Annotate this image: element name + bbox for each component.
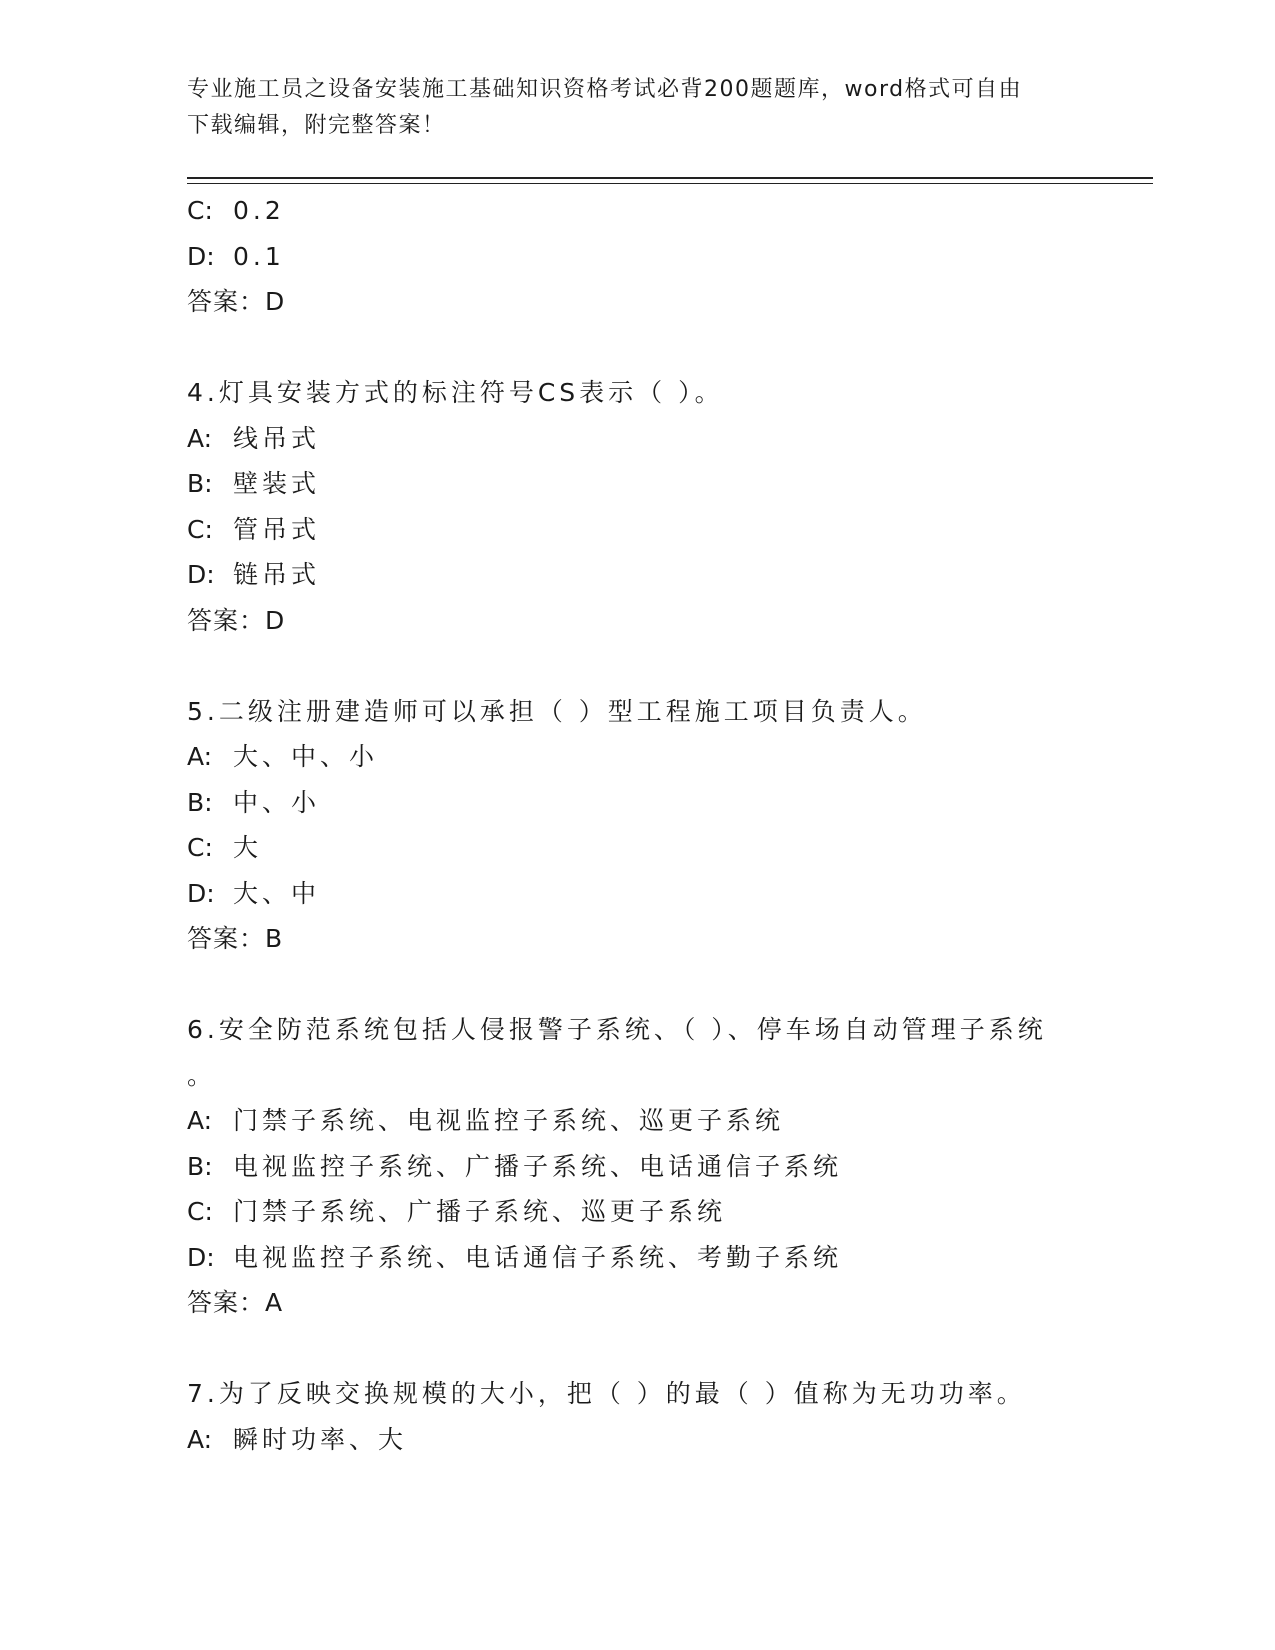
page-header	[187, 72, 1087, 144]
option-label: B:	[187, 787, 213, 817]
option-text: 电视监控子系统、电话通信子系统、考勤子系统	[233, 1242, 843, 1272]
option-text: 线吊式	[233, 423, 321, 453]
option-text: 大、中、小	[233, 742, 379, 771]
option-label: D:	[187, 241, 215, 271]
answer: 答案：D	[187, 605, 286, 635]
option-label: A:	[187, 1424, 213, 1454]
option-d	[187, 871, 1157, 917]
option-text: 链吊式	[233, 560, 321, 589]
option-a	[187, 1417, 1157, 1463]
spacer	[187, 643, 1157, 689]
option-label: C:	[187, 1197, 213, 1226]
option-label: D:	[187, 560, 215, 589]
header-line-1: 专业施工员之设备安装施工基础知识资格考试必背200题题库，word格式可自由	[187, 77, 1023, 102]
option-c	[187, 1189, 1157, 1235]
option-label: C:	[187, 514, 213, 544]
option-text: 0.2	[233, 196, 285, 225]
answer: 答案：D	[187, 287, 286, 316]
answer: 答案：A	[187, 1288, 284, 1317]
option-label: A:	[187, 423, 213, 453]
header-divider-thin	[187, 183, 1153, 184]
option-a	[187, 416, 1157, 462]
option-label: A:	[187, 742, 213, 771]
option-label: C:	[187, 833, 213, 862]
spacer	[187, 962, 1157, 1008]
option-text: 大	[233, 833, 263, 862]
question-7: 7.为了反映交换规模的大小，把（ ）的最（ ）值称为无功功率。	[187, 1379, 1026, 1408]
option-label: B:	[187, 1151, 213, 1181]
option-d	[187, 1235, 1157, 1281]
option-c	[187, 188, 1157, 234]
spacer	[187, 1326, 1157, 1372]
option-text: 大、中	[233, 878, 321, 908]
option-b	[187, 461, 1157, 507]
option-text: 0.1	[233, 241, 285, 271]
question-4: 4.灯具安装方式的标注符号CS表示（ ）。	[187, 378, 724, 407]
question-6-continuation: 。	[187, 1060, 213, 1090]
option-text: 壁装式	[233, 469, 321, 498]
option-b	[187, 780, 1157, 826]
answer: 答案：B	[187, 924, 284, 953]
option-c	[187, 825, 1157, 871]
option-label: C:	[187, 196, 213, 225]
option-c	[187, 507, 1157, 553]
option-a	[187, 1098, 1157, 1144]
question-5: 5.二级注册建造师可以承担（ ）型工程施工项目负责人。	[187, 696, 927, 726]
option-label: D:	[187, 878, 215, 908]
option-text: 中、小	[233, 787, 321, 817]
option-a	[187, 734, 1157, 780]
option-text: 门禁子系统、电视监控子系统、巡更子系统	[233, 1106, 785, 1135]
header-line-2: 下载编辑，附完整答案！	[187, 113, 446, 138]
question-6: 6.安全防范系统包括人侵报警子系统、（ ）、停车场自动管理子系统	[187, 1015, 1047, 1044]
option-label: B:	[187, 469, 213, 498]
option-text: 管吊式	[233, 514, 321, 544]
option-label: D:	[187, 1242, 215, 1272]
question-list	[187, 188, 1157, 1462]
spacer	[187, 325, 1157, 371]
option-text: 门禁子系统、广播子系统、巡更子系统	[233, 1197, 727, 1226]
option-text: 瞬时功率、大	[233, 1424, 408, 1454]
option-d	[187, 552, 1157, 598]
option-d	[187, 234, 1157, 280]
option-b	[187, 1144, 1157, 1190]
option-text: 电视监控子系统、广播子系统、电话通信子系统	[233, 1151, 843, 1181]
option-label: A:	[187, 1106, 213, 1135]
header-divider	[187, 177, 1153, 179]
